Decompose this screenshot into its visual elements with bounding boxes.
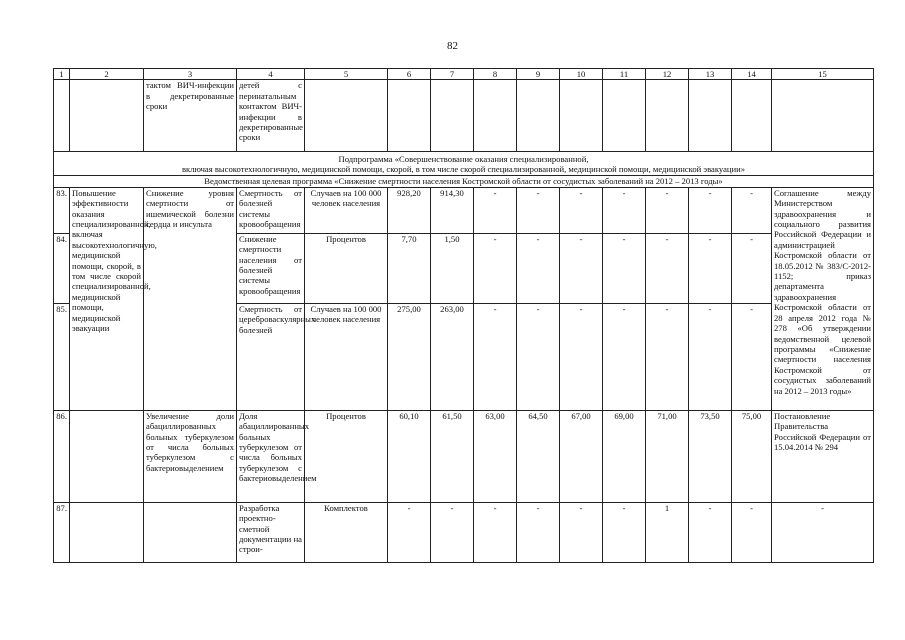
value-cell: - [646, 233, 689, 303]
goal-cell: Увеличение доли абациллированных больных туберкулезом от числа больных туберкулезом с бактериовыделением [144, 410, 237, 502]
value-cell: 61,50 [431, 410, 474, 502]
col-header: 6 [388, 69, 431, 80]
indicator-cell: Доля абациллированных больных туберкулезом от числа больных туберкулезом с бактериовыделением [237, 410, 305, 502]
value-cell: - [732, 187, 772, 233]
value-cell: 263,00 [431, 303, 474, 410]
value-cell: 63,00 [474, 410, 517, 502]
departmental-program-row [54, 176, 874, 187]
row-number: 83. [54, 187, 70, 233]
value-cell: - [732, 502, 772, 562]
carry-indicator-text: детей с перинатальным контактом ВИЧ-инфекции в декретированные сроки [237, 80, 305, 152]
value-cell: - [474, 303, 517, 410]
value-cell: - [689, 303, 732, 410]
value-cell: - [517, 187, 560, 233]
basis-cell: Соглашение между Министерством здравоохранения и социального развития Российской Федерации и администрацией Костромской области от 18.05.2012 № 383/С-2012-1152; приказ департамента здравоохранения Костромской области от 28 апреля 2012 года № 278 «Об утверждении ведомственной целевой программы «Снижение смертности населения Костромской от сосудистых заболеваний на 2012 – 2013 годы» [772, 187, 874, 410]
col-header: 10 [560, 69, 603, 80]
subprogram-title-line-1: Подпрограмма «Совершенствование оказания специализированной, [338, 153, 589, 164]
value-cell: - [732, 233, 772, 303]
value-cell: 67,00 [560, 410, 603, 502]
row-number: 87. [54, 502, 70, 562]
unit-cell: Случаев на 100 000 человек населения [305, 187, 388, 233]
basis-cell: - [772, 502, 874, 562]
value-cell: - [603, 303, 646, 410]
value-cell: 1 [646, 502, 689, 562]
indicator-cell: Смертность от цереброваскулярных болезней [237, 303, 305, 410]
value-cell: - [474, 233, 517, 303]
table-row [54, 502, 874, 562]
value-cell: - [560, 502, 603, 562]
value-cell: 71,00 [646, 410, 689, 502]
page-number: 82 [447, 40, 458, 52]
col-header: 4 [237, 69, 305, 80]
col-header: 11 [603, 69, 646, 80]
col-header: 9 [517, 69, 560, 80]
basis-cell: Постановление Правительства Российской Федерации от 15.04.2014 № 294 [772, 410, 874, 502]
table-row [54, 187, 874, 233]
unit-cell: Процентов [305, 233, 388, 303]
col-header: 1 [54, 69, 70, 80]
value-cell: 64,50 [517, 410, 560, 502]
carry-goal-text: тактом ВИЧ-инфекции в декретированные сроки [144, 80, 237, 152]
carry-over-row [54, 80, 874, 152]
value-cell: - [689, 233, 732, 303]
unit-cell: Случаев на 100 000 человек населения [305, 303, 388, 410]
value-cell: 60,10 [388, 410, 431, 502]
subprogram-row [54, 152, 874, 176]
value-cell: - [517, 502, 560, 562]
value-cell: - [560, 303, 603, 410]
table-row [54, 410, 874, 502]
col-header: 3 [144, 69, 237, 80]
goal-cell: Снижение уровня смертности от ишемической болезни сердца и инсульта [144, 187, 237, 410]
departmental-program-title: Ведомственная целевая программа «Снижение смертности населения Костромской области от сосудистых заболеваний на 2012 – 2013 годы» [54, 176, 874, 187]
value-cell: - [560, 187, 603, 233]
value-cell: - [388, 502, 431, 562]
value-cell: - [517, 233, 560, 303]
value-cell: 1,50 [431, 233, 474, 303]
value-cell: - [603, 502, 646, 562]
value-cell: - [603, 233, 646, 303]
value-cell: 275,00 [388, 303, 431, 410]
value-cell: - [474, 187, 517, 233]
value-cell: 928,20 [388, 187, 431, 233]
row-number: 86. [54, 410, 70, 502]
column-number-row [54, 69, 874, 80]
subprogram-title-line-2: включая высокотехнологичную, медицинской помощи, скорой, в том числе скорой специализированной, медицинской помощи, медицинской эвакуации» [182, 163, 745, 174]
value-cell: - [646, 187, 689, 233]
value-cell: - [689, 187, 732, 233]
col-header: 5 [305, 69, 388, 80]
value-cell: 75,00 [732, 410, 772, 502]
value-cell: - [560, 233, 603, 303]
col-header: 2 [70, 69, 144, 80]
value-cell: 7,70 [388, 233, 431, 303]
value-cell: - [732, 303, 772, 410]
col-header: 8 [474, 69, 517, 80]
value-cell: 914,30 [431, 187, 474, 233]
value-cell: - [431, 502, 474, 562]
indicators-table [53, 68, 874, 563]
value-cell: 69,00 [603, 410, 646, 502]
value-cell: - [689, 502, 732, 562]
value-cell: - [474, 502, 517, 562]
col-header: 7 [431, 69, 474, 80]
value-cell: 73,50 [689, 410, 732, 502]
col-header: 14 [732, 69, 772, 80]
value-cell: - [517, 303, 560, 410]
unit-cell: Комплектов [305, 502, 388, 562]
indicator-cell: Разработка проектно-сметной документации на строи- [237, 502, 305, 562]
value-cell: - [603, 187, 646, 233]
row-number: 84. [54, 233, 70, 303]
value-cell: - [646, 303, 689, 410]
col-header: 13 [689, 69, 732, 80]
col-header: 15 [772, 69, 874, 80]
unit-cell: Процентов [305, 410, 388, 502]
indicator-cell: Снижение смертности населения от болезней системы кровообращения [237, 233, 305, 303]
indicator-cell: Смертность от болезней системы кровообращения [237, 187, 305, 233]
task-cell: Повышение эффективности оказания специализированной, включая высокотехнологичную, медицинской помощи, скорой, в том числе скорой специализированной, медицинской помощи, медицинской эвакуации [70, 187, 144, 410]
col-header: 12 [646, 69, 689, 80]
row-number: 85. [54, 303, 70, 410]
